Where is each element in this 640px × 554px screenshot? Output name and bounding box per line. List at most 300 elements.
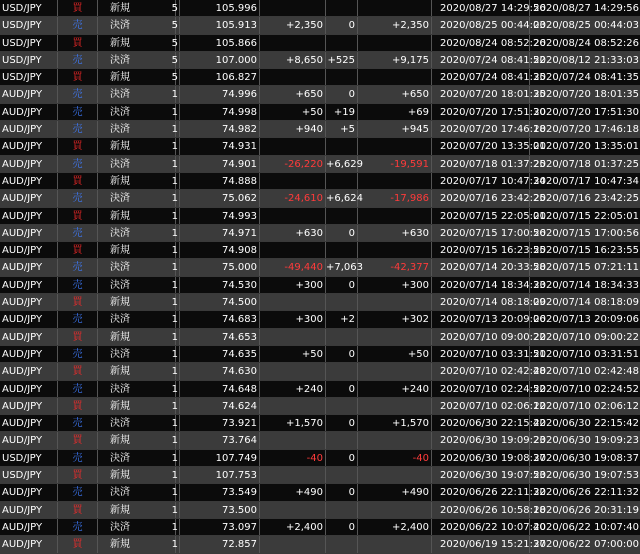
total-cell: +302 (358, 311, 432, 327)
price-cell: 74.888 (180, 173, 260, 189)
profit-loss-cell (260, 502, 326, 518)
trade-type-cell: 決済 (98, 484, 176, 500)
price-cell: 74.901 (180, 156, 260, 172)
side-cell: 買 (58, 208, 98, 224)
total-cell (358, 294, 432, 310)
total-cell: +650 (358, 86, 432, 102)
trade-type-cell: 新規 (98, 398, 176, 414)
side-cell: 売 (58, 86, 98, 102)
price-cell: 105.913 (180, 17, 260, 33)
side-cell: 売 (58, 17, 98, 33)
total-cell: +69 (358, 104, 432, 120)
table-row[interactable] (0, 467, 640, 484)
open-time-cell: 2020/06/30 19:07:53 (432, 467, 530, 483)
trade-type-cell: 新規 (98, 502, 176, 518)
profit-loss-cell: +630 (260, 225, 326, 241)
table-row[interactable] (0, 173, 640, 190)
quantity-cell: 1 (171, 366, 178, 378)
price-cell: 73.764 (180, 432, 260, 448)
side-cell: 売 (58, 277, 98, 293)
open-time-cell: 2020/07/17 10:47:34 (432, 173, 530, 189)
side-cell: 買 (58, 173, 98, 189)
swap-cell (326, 502, 358, 518)
column-divider (176, 208, 180, 224)
column-divider (176, 104, 180, 120)
column-divider (176, 450, 180, 466)
price-cell: 74.635 (180, 346, 260, 362)
table-row[interactable] (0, 311, 640, 328)
price-cell: 74.653 (180, 329, 260, 345)
profit-loss-cell: +240 (260, 381, 326, 397)
side-cell: 買 (58, 0, 98, 16)
table-row[interactable] (0, 138, 640, 155)
trade-type-cell: 決済 (98, 381, 176, 397)
close-time-cell: 2020/07/15 17:00:56 (533, 227, 639, 239)
trade-type-cell: 新規 (98, 35, 176, 51)
profit-loss-cell (260, 294, 326, 310)
profit-loss-cell (260, 467, 326, 483)
close-time-cell: 2020/07/10 03:31:51 (533, 348, 639, 360)
quantity-cell: 5 (171, 72, 178, 84)
swap-cell (326, 0, 358, 16)
swap-cell: 0 (326, 17, 358, 33)
side-cell: 買 (58, 467, 98, 483)
close-time-cell: 2020/07/15 07:21:11 (533, 262, 639, 274)
symbol-cell: AUD/JPY (0, 208, 58, 224)
swap-cell (326, 138, 358, 154)
quantity-cell: 1 (171, 227, 178, 239)
column-divider (176, 242, 180, 258)
total-cell (358, 69, 432, 85)
column-divider (176, 363, 180, 379)
table-row[interactable] (0, 86, 640, 103)
swap-cell: +525 (326, 52, 358, 68)
side-cell: 売 (58, 311, 98, 327)
quantity-cell: 1 (171, 314, 178, 326)
swap-cell: 0 (326, 381, 358, 397)
column-divider (176, 311, 180, 327)
open-time-cell: 2020/07/15 16:23:55 (432, 242, 530, 258)
trade-type-cell: 新規 (98, 294, 176, 310)
profit-loss-cell: -26,220 (260, 156, 326, 172)
column-divider (176, 329, 180, 345)
total-cell: +50 (358, 346, 432, 362)
symbol-cell: AUD/JPY (0, 86, 58, 102)
swap-cell: 0 (326, 225, 358, 241)
table-row[interactable] (0, 259, 640, 276)
symbol-cell: AUD/JPY (0, 242, 58, 258)
side-cell: 買 (58, 329, 98, 345)
profit-loss-cell: -24,610 (260, 190, 326, 206)
quantity-cell: 1 (171, 487, 178, 499)
symbol-cell: AUD/JPY (0, 173, 58, 189)
table-row[interactable] (0, 242, 640, 259)
side-cell: 売 (58, 450, 98, 466)
trade-type-cell: 決済 (98, 190, 176, 206)
symbol-cell: AUD/JPY (0, 190, 58, 206)
profit-loss-cell: +490 (260, 484, 326, 500)
swap-cell (326, 536, 358, 552)
price-cell: 75.000 (180, 259, 260, 275)
quantity-cell: 1 (171, 106, 178, 118)
swap-cell (326, 242, 358, 258)
trade-type-cell: 新規 (98, 208, 176, 224)
profit-loss-cell: +300 (260, 277, 326, 293)
column-divider (176, 69, 180, 85)
quantity-cell: 1 (171, 418, 178, 430)
table-row[interactable] (0, 363, 640, 380)
table-row[interactable] (0, 484, 640, 501)
side-cell: 買 (58, 294, 98, 310)
table-row[interactable] (0, 190, 640, 207)
swap-cell: 0 (326, 519, 358, 535)
side-cell: 売 (58, 190, 98, 206)
open-time-cell: 2020/07/10 02:24:52 (432, 381, 530, 397)
table-row[interactable] (0, 156, 640, 173)
table-row[interactable] (0, 35, 640, 52)
open-time-cell: 2020/07/20 13:35:01 (432, 138, 530, 154)
table-row[interactable] (0, 346, 640, 363)
symbol-cell: AUD/JPY (0, 536, 58, 552)
price-cell: 74.998 (180, 104, 260, 120)
quantity-cell: 1 (171, 210, 178, 222)
trade-type-cell: 決済 (98, 311, 176, 327)
symbol-cell: AUD/JPY (0, 432, 58, 448)
trade-type-cell: 新規 (98, 138, 176, 154)
quantity-cell: 1 (171, 470, 178, 482)
price-cell: 107.749 (180, 450, 260, 466)
quantity-cell: 1 (171, 435, 178, 447)
symbol-cell: USD/JPY (0, 17, 58, 33)
trade-type-cell: 決済 (98, 17, 176, 33)
open-time-cell: 2020/06/22 10:07:40 (432, 519, 530, 535)
close-time-cell: 2020/07/18 01:37:25 (533, 158, 639, 170)
column-divider (176, 346, 180, 362)
symbol-cell: AUD/JPY (0, 156, 58, 172)
table-row[interactable] (0, 17, 640, 34)
quantity-cell: 1 (171, 279, 178, 291)
symbol-cell: USD/JPY (0, 467, 58, 483)
trade-type-cell: 決済 (98, 121, 176, 137)
column-divider (176, 536, 180, 552)
quantity-cell: 1 (171, 89, 178, 101)
swap-cell: 0 (326, 415, 358, 431)
swap-cell (326, 467, 358, 483)
column-divider (176, 138, 180, 154)
trade-type-cell: 新規 (98, 329, 176, 345)
open-time-cell: 2020/07/14 08:18:09 (432, 294, 530, 310)
table-row[interactable] (0, 381, 640, 398)
price-cell: 106.827 (180, 69, 260, 85)
quantity-cell: 1 (171, 262, 178, 274)
table-row[interactable] (0, 432, 640, 449)
swap-cell: +6,629 (326, 156, 358, 172)
profit-loss-cell: +8,650 (260, 52, 326, 68)
total-cell (358, 208, 432, 224)
column-divider (176, 294, 180, 310)
total-cell: +945 (358, 121, 432, 137)
side-cell: 買 (58, 242, 98, 258)
total-cell: +490 (358, 484, 432, 500)
trade-type-cell: 新規 (98, 536, 176, 552)
close-time-cell: 2020/07/10 09:00:22 (533, 331, 639, 343)
symbol-cell: AUD/JPY (0, 502, 58, 518)
table-row[interactable] (0, 450, 640, 467)
table-row[interactable] (0, 519, 640, 536)
trade-type-cell: 決済 (98, 346, 176, 362)
price-cell: 73.500 (180, 502, 260, 518)
table-row[interactable] (0, 329, 640, 346)
table-row[interactable] (0, 0, 640, 17)
total-cell (358, 432, 432, 448)
column-divider (176, 173, 180, 189)
table-row[interactable] (0, 208, 640, 225)
swap-cell (326, 363, 358, 379)
profit-loss-cell (260, 329, 326, 345)
swap-cell (326, 69, 358, 85)
profit-loss-cell: -49,440 (260, 259, 326, 275)
profit-loss-cell: +50 (260, 346, 326, 362)
side-cell: 売 (58, 415, 98, 431)
price-cell: 74.500 (180, 294, 260, 310)
total-cell: -40 (358, 450, 432, 466)
price-cell: 105.866 (180, 35, 260, 51)
swap-cell (326, 329, 358, 345)
price-cell: 73.097 (180, 519, 260, 535)
price-cell: 74.993 (180, 208, 260, 224)
trade-type-cell: 新規 (98, 69, 176, 85)
quantity-cell: 1 (171, 141, 178, 153)
price-cell: 107.753 (180, 467, 260, 483)
quantity-cell: 1 (171, 297, 178, 309)
open-time-cell: 2020/07/20 17:51:30 (432, 104, 530, 120)
open-time-cell: 2020/07/10 09:00:22 (432, 329, 530, 345)
column-divider (176, 259, 180, 275)
column-divider (176, 277, 180, 293)
side-cell: 売 (58, 381, 98, 397)
column-divider (176, 415, 180, 431)
close-time-cell: 2020/08/25 00:44:03 (533, 20, 639, 32)
open-time-cell: 2020/08/27 14:29:56 (432, 0, 530, 16)
open-time-cell: 2020/07/15 17:00:56 (432, 225, 530, 241)
trade-type-cell: 決済 (98, 104, 176, 120)
quantity-cell: 1 (171, 158, 178, 170)
quantity-cell: 1 (171, 383, 178, 395)
profit-loss-cell (260, 432, 326, 448)
close-time-cell: 2020/08/12 21:33:03 (533, 54, 639, 66)
close-time-cell: 2020/06/22 07:00:00 (533, 539, 639, 551)
total-cell: +9,175 (358, 52, 432, 68)
quantity-cell: 1 (171, 124, 178, 136)
table-row[interactable] (0, 225, 640, 242)
open-time-cell: 2020/06/30 19:08:37 (432, 450, 530, 466)
open-time-cell: 2020/07/10 02:06:12 (432, 398, 530, 414)
total-cell (358, 138, 432, 154)
table-row[interactable] (0, 536, 640, 553)
swap-cell: 0 (326, 450, 358, 466)
trade-type-cell: 決済 (98, 415, 176, 431)
price-cell: 74.648 (180, 381, 260, 397)
open-time-cell: 2020/07/13 20:09:06 (432, 311, 530, 327)
total-cell (358, 35, 432, 51)
side-cell: 買 (58, 138, 98, 154)
quantity-cell: 1 (171, 452, 178, 464)
profit-loss-cell: +2,350 (260, 17, 326, 33)
close-time-cell: 2020/06/30 19:09:23 (533, 435, 639, 447)
open-time-cell: 2020/07/20 17:46:18 (432, 121, 530, 137)
close-time-cell: 2020/07/17 10:47:34 (533, 175, 639, 187)
side-cell: 売 (58, 104, 98, 120)
close-time-cell: 2020/07/20 18:01:35 (533, 89, 639, 101)
symbol-cell: USD/JPY (0, 35, 58, 51)
table-row[interactable] (0, 52, 640, 69)
symbol-cell: AUD/JPY (0, 225, 58, 241)
total-cell (358, 0, 432, 16)
swap-cell (326, 432, 358, 448)
price-cell: 74.624 (180, 398, 260, 414)
quantity-cell: 1 (171, 400, 178, 412)
close-time-cell: 2020/07/16 23:42:25 (533, 193, 639, 205)
total-cell (358, 398, 432, 414)
column-divider (176, 52, 180, 68)
symbol-cell: AUD/JPY (0, 294, 58, 310)
close-time-cell: 2020/07/20 13:35:01 (533, 141, 639, 153)
symbol-cell: AUD/JPY (0, 415, 58, 431)
trade-type-cell: 決済 (98, 225, 176, 241)
trade-type-cell: 決済 (98, 86, 176, 102)
close-time-cell: 2020/06/30 19:07:53 (533, 470, 639, 482)
symbol-cell: AUD/JPY (0, 138, 58, 154)
side-cell: 買 (58, 69, 98, 85)
side-cell: 売 (58, 52, 98, 68)
total-cell: +1,570 (358, 415, 432, 431)
swap-cell (326, 35, 358, 51)
profit-loss-cell (260, 242, 326, 258)
profit-loss-cell: +1,570 (260, 415, 326, 431)
open-time-cell: 2020/06/26 10:58:18 (432, 502, 530, 518)
swap-cell (326, 173, 358, 189)
quantity-cell: 1 (171, 175, 178, 187)
close-time-cell: 2020/06/26 22:11:32 (533, 487, 639, 499)
column-divider (176, 0, 180, 16)
symbol-cell: AUD/JPY (0, 121, 58, 137)
open-time-cell: 2020/07/10 03:31:51 (432, 346, 530, 362)
close-time-cell: 2020/07/20 17:46:18 (533, 124, 639, 136)
side-cell: 買 (58, 536, 98, 552)
close-time-cell: 2020/06/22 10:07:40 (533, 521, 639, 533)
profit-loss-cell (260, 0, 326, 16)
table-row[interactable] (0, 502, 640, 519)
side-cell: 売 (58, 346, 98, 362)
close-time-cell: 2020/07/14 08:18:09 (533, 297, 639, 309)
table-row[interactable] (0, 69, 640, 86)
quantity-cell: 5 (171, 37, 178, 49)
swap-cell: +19 (326, 104, 358, 120)
close-time-cell: 2020/06/30 19:08:37 (533, 452, 639, 464)
symbol-cell: AUD/JPY (0, 104, 58, 120)
profit-loss-cell (260, 398, 326, 414)
side-cell: 買 (58, 432, 98, 448)
close-time-cell: 2020/07/24 08:41:35 (533, 72, 639, 84)
column-divider (176, 190, 180, 206)
open-time-cell: 2020/07/10 02:42:48 (432, 363, 530, 379)
close-time-cell: 2020/06/30 22:15:42 (533, 418, 639, 430)
total-cell (358, 502, 432, 518)
column-divider (176, 432, 180, 448)
symbol-cell: USD/JPY (0, 52, 58, 68)
open-time-cell: 2020/06/30 19:09:23 (432, 432, 530, 448)
swap-cell: +5 (326, 121, 358, 137)
table-row[interactable] (0, 121, 640, 138)
profit-loss-cell (260, 138, 326, 154)
price-cell: 74.982 (180, 121, 260, 137)
symbol-cell: AUD/JPY (0, 363, 58, 379)
total-cell: -17,986 (358, 190, 432, 206)
column-divider (176, 467, 180, 483)
symbol-cell: USD/JPY (0, 69, 58, 85)
close-time-cell: 2020/07/15 16:23:55 (533, 245, 639, 257)
close-time-cell: 2020/07/10 02:06:12 (533, 400, 639, 412)
total-cell: +300 (358, 277, 432, 293)
table-row[interactable] (0, 415, 640, 432)
profit-loss-cell (260, 536, 326, 552)
swap-cell (326, 294, 358, 310)
table-row[interactable] (0, 277, 640, 294)
quantity-cell: 1 (171, 348, 178, 360)
quantity-cell: 1 (171, 193, 178, 205)
symbol-cell: USD/JPY (0, 450, 58, 466)
profit-loss-cell: +2,400 (260, 519, 326, 535)
symbol-cell: AUD/JPY (0, 519, 58, 535)
open-time-cell: 2020/06/26 22:11:32 (432, 484, 530, 500)
symbol-cell: AUD/JPY (0, 329, 58, 345)
swap-cell: +7,063 (326, 259, 358, 275)
trade-type-cell: 決済 (98, 52, 176, 68)
swap-cell (326, 208, 358, 224)
open-time-cell: 2020/07/14 20:33:58 (432, 259, 530, 275)
symbol-cell: AUD/JPY (0, 381, 58, 397)
side-cell: 買 (58, 502, 98, 518)
table-row[interactable] (0, 104, 640, 121)
table-row[interactable] (0, 294, 640, 311)
side-cell: 売 (58, 519, 98, 535)
close-time-cell: 2020/08/27 14:29:56 (533, 3, 639, 14)
column-divider (176, 121, 180, 137)
total-cell (358, 329, 432, 345)
price-cell: 74.996 (180, 86, 260, 102)
side-cell: 売 (58, 225, 98, 241)
open-time-cell: 2020/07/24 08:41:52 (432, 52, 530, 68)
close-time-cell: 2020/07/20 17:51:30 (533, 106, 639, 118)
profit-loss-cell (260, 208, 326, 224)
price-cell: 74.971 (180, 225, 260, 241)
side-cell: 売 (58, 259, 98, 275)
total-cell (358, 242, 432, 258)
close-time-cell: 2020/07/14 18:34:33 (533, 279, 639, 291)
trade-type-cell: 新規 (98, 363, 176, 379)
trade-type-cell: 決済 (98, 519, 176, 535)
total-cell (358, 536, 432, 552)
table-row[interactable] (0, 398, 640, 415)
trade-type-cell: 決済 (98, 277, 176, 293)
trade-type-cell: 新規 (98, 0, 176, 16)
symbol-cell: AUD/JPY (0, 277, 58, 293)
symbol-cell: AUD/JPY (0, 311, 58, 327)
price-cell: 74.530 (180, 277, 260, 293)
trade-type-cell: 決済 (98, 450, 176, 466)
column-divider (176, 17, 180, 33)
open-time-cell: 2020/08/24 08:52:26 (432, 35, 530, 51)
